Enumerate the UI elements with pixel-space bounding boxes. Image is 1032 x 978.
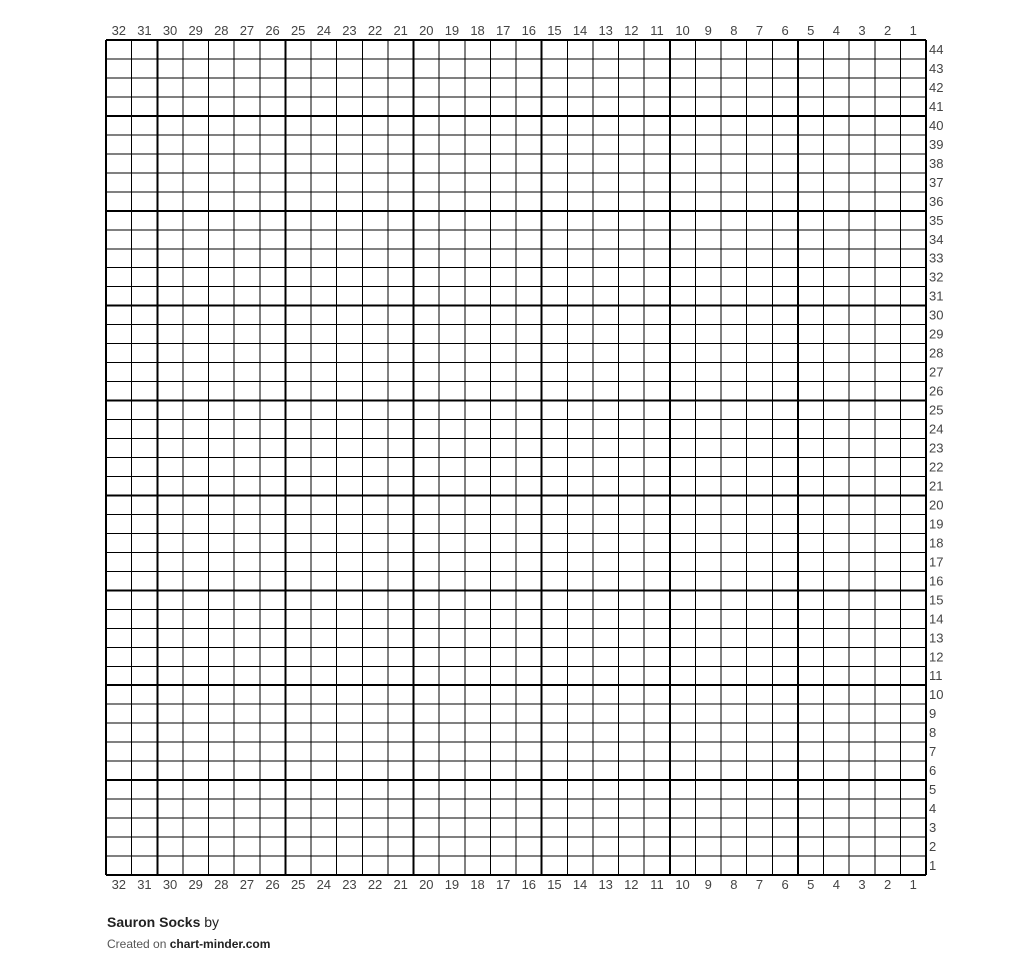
row-number: 18 — [929, 535, 944, 551]
row-number: 32 — [929, 269, 944, 285]
column-number-bottom: 13 — [598, 877, 613, 892]
row-number: 5 — [929, 782, 937, 798]
column-number-bottom: 5 — [807, 877, 815, 892]
row-number: 17 — [929, 554, 944, 570]
column-number-top: 24 — [316, 23, 332, 38]
column-number-bottom: 22 — [367, 877, 383, 892]
column-number-bottom: 12 — [624, 877, 639, 892]
row-number: 6 — [929, 763, 937, 779]
column-number-top: 4 — [832, 23, 840, 38]
row-number: 21 — [929, 478, 944, 494]
row-number: 16 — [929, 573, 944, 589]
column-number-top: 6 — [781, 23, 789, 38]
column-number-top: 15 — [547, 23, 562, 38]
row-number: 25 — [929, 402, 944, 418]
column-number-bottom: 7 — [755, 877, 764, 892]
column-number-bottom: 3 — [858, 877, 866, 892]
row-number: 42 — [929, 79, 944, 95]
column-number-bottom: 16 — [521, 877, 537, 892]
column-number-top: 28 — [214, 23, 229, 38]
column-number-bottom: 11 — [650, 877, 664, 892]
column-number-bottom: 27 — [239, 877, 255, 892]
row-number: 39 — [929, 136, 944, 152]
column-number-top: 18 — [470, 23, 485, 38]
column-number-bottom: 18 — [470, 877, 485, 892]
column-number-top: 26 — [265, 23, 280, 38]
column-number-top: 14 — [572, 23, 588, 38]
column-number-bottom: 23 — [342, 877, 357, 892]
row-number: 31 — [929, 288, 944, 304]
column-number-bottom: 20 — [419, 877, 434, 892]
column-number-top: 29 — [188, 23, 203, 38]
column-number-top: 21 — [393, 23, 408, 38]
column-number-bottom: 1 — [909, 877, 917, 892]
column-number-top: 19 — [444, 23, 460, 38]
row-number: 3 — [929, 820, 937, 836]
row-number: 20 — [929, 497, 944, 513]
column-number-bottom: 19 — [444, 877, 460, 892]
row-number: 14 — [929, 611, 944, 627]
column-number-top: 5 — [807, 23, 815, 38]
row-numbers-right — [929, 42, 943, 873]
row-number: 24 — [929, 421, 944, 437]
row-number: 38 — [929, 155, 944, 171]
column-numbers-top — [112, 23, 917, 38]
column-number-bottom: 8 — [730, 877, 738, 892]
column-number-top: 3 — [858, 23, 866, 38]
column-number-bottom: 14 — [572, 877, 588, 892]
column-number-top: 23 — [342, 23, 357, 38]
row-number: 44 — [929, 41, 944, 57]
row-number: 27 — [929, 364, 944, 380]
column-number-top: 30 — [162, 23, 178, 38]
column-number-bottom: 32 — [111, 877, 127, 892]
column-number-bottom: 31 — [137, 877, 152, 892]
column-number-bottom: 17 — [495, 877, 511, 892]
site-link[interactable]: chart-minder.com — [169, 937, 271, 951]
row-number: 15 — [929, 592, 944, 608]
column-number-top: 32 — [111, 23, 127, 38]
row-number: 11 — [929, 668, 943, 684]
column-number-top: 31 — [137, 23, 152, 38]
column-number-bottom: 9 — [704, 877, 712, 892]
pattern-title-line — [107, 912, 270, 932]
column-number-bottom: 29 — [188, 877, 203, 892]
row-number: 19 — [929, 516, 944, 532]
column-number-bottom: 10 — [675, 877, 690, 892]
row-number: 1 — [929, 858, 937, 874]
chart-footer — [107, 912, 270, 952]
row-number: 8 — [929, 725, 937, 741]
column-number-top: 10 — [675, 23, 690, 38]
column-number-top: 1 — [909, 23, 917, 38]
row-number: 22 — [929, 459, 944, 475]
column-numbers-bottom — [112, 877, 917, 892]
row-number: 29 — [929, 326, 944, 342]
column-number-top: 9 — [704, 23, 712, 38]
column-number-bottom: 2 — [883, 877, 892, 892]
created-on-label: Created on — [107, 937, 167, 951]
row-number: 37 — [929, 174, 944, 190]
column-number-bottom: 15 — [547, 877, 562, 892]
column-number-bottom: 30 — [162, 877, 178, 892]
row-number: 28 — [929, 345, 944, 361]
column-number-top: 20 — [419, 23, 434, 38]
row-number: 43 — [929, 60, 944, 76]
column-number-top: 11 — [650, 23, 664, 38]
column-number-top: 2 — [883, 23, 892, 38]
column-number-bottom: 24 — [316, 877, 332, 892]
row-number: 33 — [929, 250, 944, 266]
column-number-top: 8 — [730, 23, 738, 38]
row-number: 7 — [929, 744, 937, 760]
row-number: 13 — [929, 630, 944, 646]
column-number-top: 12 — [624, 23, 639, 38]
column-number-bottom: 6 — [781, 877, 789, 892]
column-number-top: 17 — [495, 23, 511, 38]
column-number-bottom: 26 — [265, 877, 280, 892]
column-number-bottom: 25 — [290, 877, 306, 892]
row-number: 40 — [929, 117, 944, 133]
column-number-top: 16 — [521, 23, 537, 38]
minor-grid-lines — [106, 40, 926, 875]
row-number: 34 — [929, 231, 944, 247]
credit-line — [107, 936, 270, 952]
column-number-top: 25 — [290, 23, 306, 38]
column-number-top: 27 — [239, 23, 255, 38]
row-number: 2 — [929, 839, 937, 855]
pattern-name: Sauron Socks — [107, 914, 201, 930]
row-number: 36 — [929, 193, 944, 209]
column-number-top: 22 — [367, 23, 383, 38]
column-number-bottom: 28 — [214, 877, 229, 892]
row-number: 10 — [929, 687, 944, 703]
row-number: 35 — [929, 212, 944, 228]
row-number: 4 — [929, 801, 937, 817]
column-number-top: 13 — [598, 23, 613, 38]
row-number: 23 — [929, 440, 944, 456]
row-number: 9 — [929, 706, 937, 722]
row-number: 26 — [929, 383, 944, 399]
by-label: by — [204, 914, 220, 930]
column-number-bottom: 21 — [393, 877, 408, 892]
row-number: 41 — [929, 98, 944, 114]
column-number-top: 7 — [755, 23, 764, 38]
row-number: 30 — [929, 307, 944, 323]
row-number: 12 — [929, 649, 944, 665]
column-number-bottom: 4 — [832, 877, 840, 892]
